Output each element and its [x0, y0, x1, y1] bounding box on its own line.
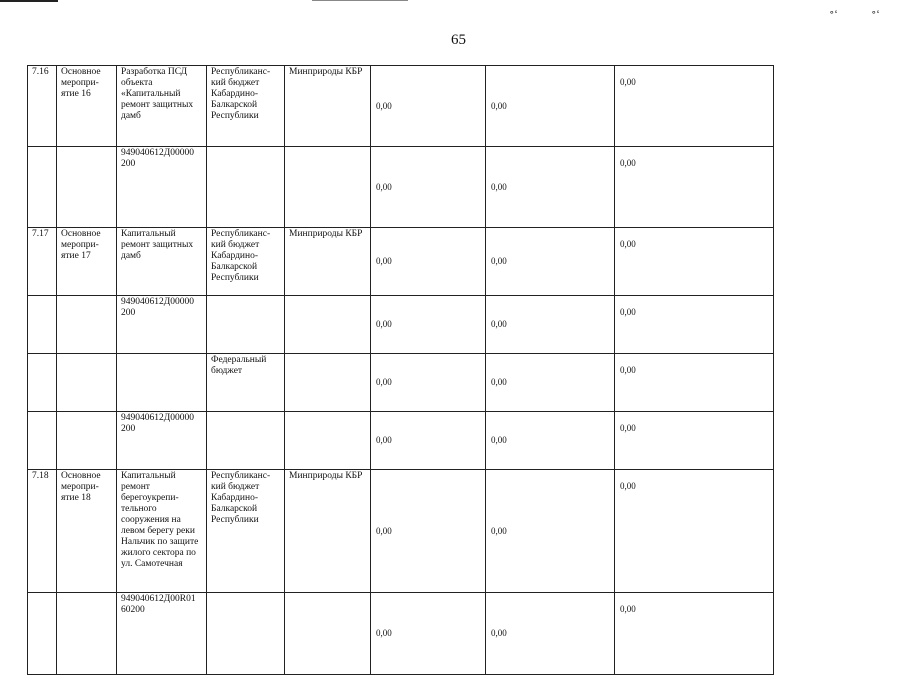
value-cell-2-text: 0,00 [491, 377, 507, 387]
value-cell-3 [615, 296, 774, 354]
event-status-cell [57, 296, 117, 354]
value-cell-1-text: 0,00 [376, 628, 392, 638]
event-name-cell [117, 354, 207, 412]
funding-source-cell [207, 470, 285, 593]
scan-mark [0, 0, 58, 2]
value-cell-1-text: 0,00 [376, 256, 392, 266]
value-cell-2 [486, 66, 615, 147]
value-cell-1-text: 0,00 [376, 100, 392, 111]
budget-table [27, 65, 774, 675]
value-cell-2-text: 0,00 [491, 256, 507, 266]
row-number-cell-text: 7.17 [32, 229, 49, 239]
scan-speck: ˚ٴ [829, 10, 838, 23]
value-cell-1 [371, 147, 486, 228]
funding-source-cell [207, 593, 285, 675]
value-cell-1 [371, 593, 486, 675]
value-cell-3-text: 0,00 [620, 365, 636, 375]
row-number-cell [28, 66, 57, 147]
table-row [28, 228, 774, 296]
value-cell-3-text: 0,00 [620, 481, 636, 491]
value-cell-1 [371, 354, 486, 412]
row-number-cell-text: 7.18 [32, 471, 49, 481]
value-cell-2-text: 0,00 [491, 100, 507, 111]
event-status-cell-text: Основное меропри- ятие 18 [61, 471, 101, 503]
event-status-cell-text: Основное меропри- ятие 16 [61, 67, 101, 99]
event-name-cell-text: 949040612Д00R01 60200 [121, 594, 196, 615]
value-cell-2-text: 0,00 [491, 525, 507, 536]
event-status-cell [57, 593, 117, 675]
value-cell-2-text: 0,00 [491, 435, 507, 445]
executor-cell [285, 66, 371, 147]
value-cell-1 [371, 412, 486, 470]
value-cell-1 [371, 470, 486, 593]
executor-cell-text: Минприроды КБР [289, 229, 363, 239]
value-cell-2-text: 0,00 [491, 628, 507, 638]
table-row [28, 593, 774, 675]
value-cell-2 [486, 412, 615, 470]
event-status-cell [57, 147, 117, 228]
funding-source-cell [207, 412, 285, 470]
table-row [28, 354, 774, 412]
value-cell-3-text: 0,00 [620, 239, 636, 249]
funding-source-cell [207, 296, 285, 354]
event-status-cell [57, 354, 117, 412]
value-cell-2 [486, 228, 615, 296]
executor-cell [285, 296, 371, 354]
value-cell-1-text: 0,00 [376, 525, 392, 536]
value-cell-2 [486, 470, 615, 593]
funding-source-cell-text: Республиканс-кий бюджет Кабардино-Балкарской Республики [211, 67, 271, 121]
row-number-cell [28, 470, 57, 593]
event-status-cell [57, 66, 117, 147]
value-cell-3 [615, 228, 774, 296]
value-cell-2 [486, 354, 615, 412]
value-cell-3-text: 0,00 [620, 77, 636, 87]
table-row [28, 412, 774, 470]
row-number-cell [28, 354, 57, 412]
funding-source-cell-text: Федеральный бюджет [211, 355, 267, 376]
value-cell-1-text: 0,00 [376, 377, 392, 387]
event-status-cell [57, 228, 117, 296]
value-cell-2-text: 0,00 [491, 181, 507, 192]
row-number-cell [28, 593, 57, 675]
funding-source-cell [207, 66, 285, 147]
table-row [28, 147, 774, 228]
row-number-cell [28, 296, 57, 354]
event-name-cell-text: Капитальный ремонт берегоукрепи- тельного сооружения на левом берегу реки Нальчик по защите жилого сектора по ул. Самотечная [121, 471, 199, 569]
row-number-cell [28, 228, 57, 296]
value-cell-3-text: 0,00 [620, 158, 636, 168]
value-cell-3 [615, 412, 774, 470]
event-name-cell [117, 296, 207, 354]
executor-cell-text: Минприроды КБР [289, 67, 363, 77]
executor-cell [285, 147, 371, 228]
value-cell-3-text: 0,00 [620, 423, 636, 433]
table-row [28, 296, 774, 354]
scan-mark [312, 0, 408, 1]
table-row [28, 66, 774, 147]
event-name-cell [117, 593, 207, 675]
value-cell-2 [486, 593, 615, 675]
value-cell-1-text: 0,00 [376, 435, 392, 445]
value-cell-3 [615, 470, 774, 593]
event-name-cell-text: 949040612Д00000 200 [121, 297, 194, 318]
value-cell-1 [371, 228, 486, 296]
funding-source-cell-text: Республиканс-кий бюджет Кабардино-Балкарской Республики [211, 229, 271, 283]
value-cell-1-text: 0,00 [376, 319, 392, 329]
event-name-cell [117, 228, 207, 296]
event-name-cell-text: Капитальный ремонт защитных дамб [121, 229, 194, 261]
event-name-cell [117, 470, 207, 593]
row-number-cell-text: 7.16 [32, 67, 49, 77]
value-cell-3 [615, 147, 774, 228]
value-cell-3 [615, 66, 774, 147]
page-number: 65 [451, 32, 466, 48]
value-cell-1 [371, 66, 486, 147]
executor-cell [285, 412, 371, 470]
value-cell-2-text: 0,00 [491, 319, 507, 329]
value-cell-3-text: 0,00 [620, 604, 636, 614]
executor-cell [285, 354, 371, 412]
value-cell-1-text: 0,00 [376, 181, 392, 192]
event-name-cell-text: 949040612Д00000 200 [121, 413, 194, 434]
funding-source-cell [207, 354, 285, 412]
value-cell-3 [615, 354, 774, 412]
value-cell-3 [615, 593, 774, 675]
executor-cell [285, 593, 371, 675]
event-name-cell-text: Разработка ПСД объекта «Капитальный ремонт защитных дамб [121, 67, 194, 121]
funding-source-cell [207, 228, 285, 296]
executor-cell [285, 228, 371, 296]
executor-cell [285, 470, 371, 593]
event-name-cell [117, 147, 207, 228]
row-number-cell [28, 147, 57, 228]
value-cell-2 [486, 147, 615, 228]
value-cell-1 [371, 296, 486, 354]
event-status-cell [57, 412, 117, 470]
funding-source-cell [207, 147, 285, 228]
executor-cell-text: Минприроды КБР [289, 471, 363, 481]
event-status-cell [57, 470, 117, 593]
event-name-cell [117, 66, 207, 147]
value-cell-2 [486, 296, 615, 354]
scan-speck: ˚ٴ [871, 10, 880, 23]
funding-source-cell-text: Республиканс-кий бюджет Кабардино-Балкарской Республики [211, 471, 271, 525]
event-name-cell [117, 412, 207, 470]
value-cell-3-text: 0,00 [620, 307, 636, 317]
row-number-cell [28, 412, 57, 470]
event-status-cell-text: Основное меропри- ятие 17 [61, 229, 101, 261]
table-row [28, 470, 774, 593]
event-name-cell-text: 949040612Д00000 200 [121, 148, 194, 169]
